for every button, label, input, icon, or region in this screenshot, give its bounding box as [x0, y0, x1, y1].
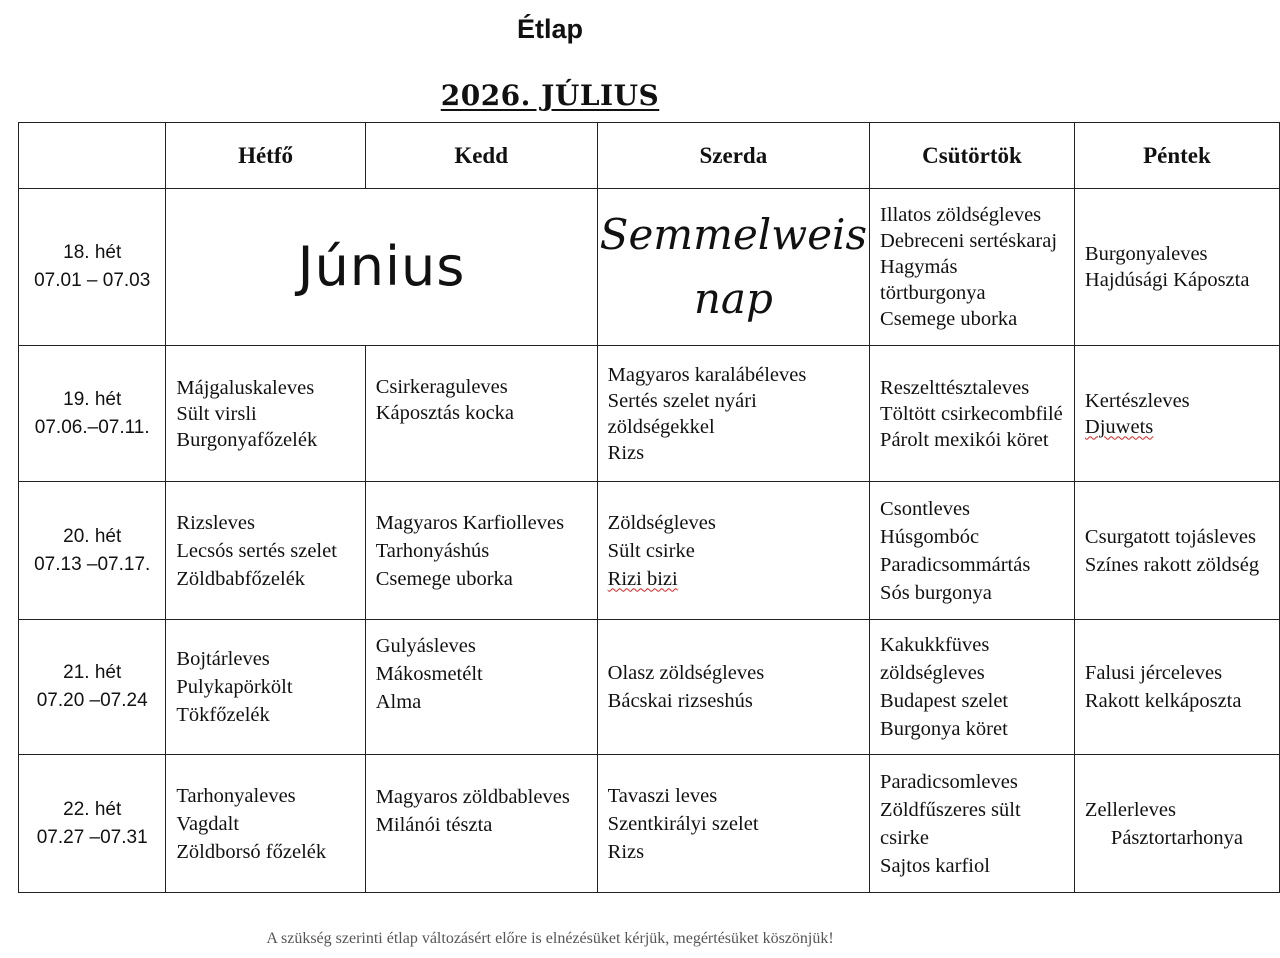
week-label	[19, 189, 166, 346]
header-row	[19, 123, 1280, 189]
dish: Sertés szelet nyári zöldségekkel	[607, 389, 757, 438]
dish: Bácskai rizseshús	[607, 690, 753, 712]
dish: Illatos zöldségleves	[880, 204, 1042, 226]
dish: Sült csirke	[607, 539, 695, 562]
dish: Rizi bizi	[607, 567, 678, 590]
semmelweis-line-1: Semmelweis	[599, 210, 868, 259]
dish: Falusi jérceleves	[1084, 662, 1223, 684]
dish: Zöldbabfőzelék	[176, 567, 306, 590]
dish: Vagdalt	[176, 812, 240, 835]
menu-cell-thursday	[870, 482, 1075, 620]
dish: Burgonya köret	[880, 718, 1008, 740]
dish: Tarhonyáshús	[375, 539, 490, 562]
menu-cell-friday	[1074, 620, 1279, 755]
dish: Reszelttésztaleves	[880, 376, 1030, 399]
week-number: 21. hét	[63, 662, 122, 683]
dish: Magyaros zöldbableves	[375, 786, 570, 808]
dish: Pulykapörkölt	[176, 676, 293, 698]
week-number: 18. hét	[63, 242, 122, 263]
dish: Káposztás kocka	[375, 402, 515, 424]
week-range: 07.13 –07.17.	[34, 553, 151, 575]
dish: Sült virsli	[176, 402, 257, 425]
dish: Töltött csirkecombfilé	[880, 402, 1063, 425]
menu-cell-wednesday	[597, 620, 869, 755]
menu-cell-wednesday	[597, 346, 869, 482]
week-range: 07.06.–07.11.	[34, 416, 150, 438]
menu-cell-tuesday	[365, 620, 597, 755]
dish: Paradicsomleves	[880, 770, 1018, 793]
dish: Hajdúsági Káposzta	[1084, 269, 1250, 291]
header-wednesday: Szerda	[597, 123, 869, 189]
dish: Zöldfűszeres sült csirke	[880, 798, 1021, 849]
week-range: 07.27 –07.31	[36, 826, 148, 848]
dish: Burgonyaleves	[1084, 243, 1208, 265]
dish: Budapest szelet	[880, 690, 1009, 712]
dish: Pásztortarhonya	[1110, 826, 1243, 849]
menu-cell-friday	[1074, 482, 1279, 620]
dish: Tarhonyaleves	[176, 784, 296, 807]
dish: Magyaros karalábéleves	[607, 363, 807, 386]
menu-cell-friday	[1074, 189, 1279, 346]
dish: Rizs	[607, 840, 645, 863]
menu-cell-friday	[1074, 755, 1279, 893]
dish: Magyaros Karfiolleves	[375, 511, 565, 534]
month-title: 2026. JÚLIUS	[440, 79, 660, 112]
dish: Alma	[375, 691, 422, 713]
june-banner: Június	[166, 189, 597, 346]
header-friday: Péntek	[1074, 123, 1279, 189]
week-range: 07.20 –07.24	[36, 690, 148, 711]
dish: Csontleves	[880, 497, 971, 520]
dish: Tökfőzelék	[176, 704, 270, 726]
menu-cell-thursday	[870, 620, 1075, 755]
header-thursday: Csütörtök	[870, 123, 1075, 189]
week-number: 20. hét	[63, 525, 122, 547]
week-row-19	[19, 346, 1280, 482]
menu-cell-tuesday	[365, 346, 597, 482]
week-row-20	[19, 482, 1280, 620]
dish: Olasz zöldségleves	[607, 662, 765, 684]
dish: Debreceni sertéskaraj	[880, 230, 1058, 252]
dish: Májgaluskaleves	[176, 376, 315, 399]
dish: Mákosmetélt	[375, 663, 483, 685]
menu-cell-thursday	[870, 755, 1075, 893]
menu-cell-tuesday	[365, 755, 597, 893]
dish: Sajtos karfiol	[880, 854, 990, 877]
dish: Rakott kelkáposzta	[1084, 690, 1242, 712]
semmelweis-day-banner	[597, 189, 869, 346]
dish: Hagymás törtburgonya	[880, 256, 986, 304]
dish: Bojtárleves	[176, 648, 270, 670]
header-corner	[19, 123, 166, 189]
dish: Csemege uborka	[375, 567, 513, 590]
dish: Színes rakott zöldség	[1084, 553, 1260, 576]
dish: Csemege uborka	[880, 308, 1018, 330]
semmelweis-line-2: nap	[693, 274, 773, 323]
menu-cell-monday	[166, 346, 365, 482]
dish: Gulyásleves	[375, 635, 476, 657]
menu-cell-friday	[1074, 346, 1279, 482]
menu-cell-monday	[166, 620, 365, 755]
dish: Lecsós sertés szelet	[176, 539, 337, 562]
week-label	[19, 755, 166, 893]
week-row-22	[19, 755, 1280, 893]
menu-cell-wednesday	[597, 482, 869, 620]
dish: Tavaszi leves	[607, 784, 718, 807]
menu-cell-thursday	[870, 189, 1075, 346]
dish: Szentkirályi szelet	[607, 812, 759, 835]
week-number: 22. hét	[63, 798, 122, 820]
menu-cell-thursday	[870, 346, 1075, 482]
dish: Milánói tészta	[375, 814, 493, 836]
week-row-18	[19, 189, 1280, 346]
dish: Csurgatott tojásleves	[1084, 525, 1256, 548]
menu-cell-monday	[166, 755, 365, 893]
dish: Párolt mexikói köret	[880, 428, 1049, 451]
menu-cell-wednesday	[597, 755, 869, 893]
footer-note: A szükség szerinti étlap változásért előre is elnézésüket kérjük, megértésüket köszönjük!	[266, 930, 834, 947]
header-tuesday: Kedd	[365, 123, 597, 189]
week-row-21	[19, 620, 1280, 755]
dish: Zöldségleves	[607, 511, 716, 534]
dish: Húsgombóc	[880, 525, 980, 548]
menu-table	[18, 122, 1280, 893]
dish: Rizsleves	[176, 511, 255, 534]
dish: Kakukkfüves zöldségleves	[880, 634, 990, 684]
header-monday: Hétfő	[166, 123, 365, 189]
menu-cell-tuesday	[365, 482, 597, 620]
week-number: 19. hét	[63, 388, 122, 410]
dish: Burgonyafőzelék	[176, 428, 318, 451]
week-label	[19, 620, 166, 755]
week-range: 07.01 – 07.03	[34, 270, 151, 291]
page-title: Étlap	[516, 14, 583, 44]
dish: Zöldborsó főzelék	[176, 840, 327, 863]
dish: Rizs	[607, 441, 645, 464]
menu-cell-monday	[166, 482, 365, 620]
dish: Sós burgonya	[880, 581, 992, 604]
week-label	[19, 482, 166, 620]
dish: Djuwets	[1084, 415, 1154, 438]
dish: Csirkeraguleves	[375, 376, 508, 398]
dish: Kertészleves	[1084, 389, 1190, 412]
dish: Zellerleves	[1084, 798, 1176, 821]
dish: Paradicsommártás	[880, 553, 1031, 576]
week-label	[19, 346, 166, 482]
